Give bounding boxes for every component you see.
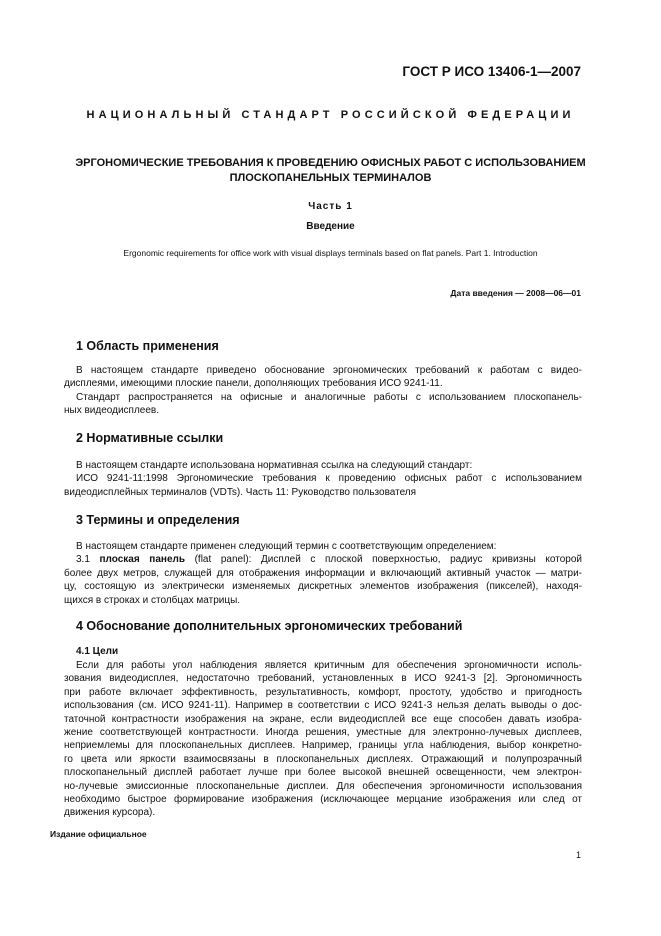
text-line: более двух метров, служащей для отображения информации и включающий активный участок — матри- (64, 567, 582, 579)
title-line: ЭРГОНОМИЧЕСКИЕ ТРЕБОВАНИЯ К ПРОВЕДЕНИЮ ОФИСНЫХ РАБОТ С ИСПОЛЬЗОВАНИЕМ (75, 157, 586, 169)
text-line: Если для работы угол наблюдения является критичным для обеспечения эргономичности исполь- (76, 660, 582, 671)
text-line: щихся в строках и столбцах матрицы. (64, 594, 241, 606)
text-line: В настоящем стандарте применен следующий термин с соответствующим определением: (76, 541, 497, 552)
text-line: жение соответствующей контрастности. Иногда решения, уместные для электронно-лучевых дисплеев, (64, 727, 582, 739)
section-heading: 1 Область применения (76, 339, 219, 353)
text-line: неприемлемы для плоскопанельных дисплеев. Например, границы угла наблюдения, выбор конкретно- (64, 740, 582, 752)
text-line: видеодисплейных терминалов (VDTs). Часть 11: Руководство пользователя (64, 486, 417, 498)
section-heading: 2 Нормативные ссылки (76, 431, 224, 445)
subtitle: Введение (306, 221, 355, 232)
edition-note: Издание официальное (50, 829, 147, 839)
term-number: 3.1 (76, 554, 100, 566)
text-line: Стандарт распространяется на офисные и аналогичные работы с использованием плоскопанель- (76, 391, 582, 403)
text-line: но-лучевые эмиссионные плоскопанельные дисплеи. Для обеспечения эргономичности использования (64, 780, 582, 792)
text-line: необходимо быстрое формирование изображения (исключающее мерцание изображения или след от (64, 794, 582, 806)
text-line: цу, состоящую из электрически изменяемых дискретных элементов изображения (пикселей), находя- (64, 581, 582, 593)
page-number: 1 (575, 850, 581, 860)
text-line: ИСО 9241-11:1998 Эргономические требования к проведению офисных работ с использованием (76, 473, 582, 485)
text-line: движения курсора). (64, 807, 156, 819)
term-definition: (flat panel): Дисплей с плоской поверхностью, радиус кривизны которой (185, 554, 582, 566)
part-label: Часть 1 (308, 201, 353, 212)
english-title: Ergonomic requirements for office work with visual displays terminals based on flat panels. Part 1. Introduction (123, 248, 538, 258)
text-line: дисплеями, имеющими плоские панели, дополняющих требования ИСО 9241-11. (64, 378, 443, 390)
term: плоская панель (99, 554, 185, 566)
section-heading: 3 Термины и определения (76, 513, 240, 527)
subsection-heading: 4.1 Цели (76, 646, 119, 657)
title-line: ПЛОСКОПАНЕЛЬНЫХ ТЕРМИНАЛОВ (229, 172, 432, 184)
text-line: использования (см. ИСО 9241-11). Например в соответствии с ИСО 9241-3 нельзя делать выводы о дос- (64, 700, 582, 712)
paragraph (64, 659, 582, 820)
text-line: го цвета или яркости взаимосвязаны в плоскопанельных дисплеях. Отражающий и полупрозрачный (64, 753, 582, 765)
text-line: плоскопанельный дисплей работает лучше при более высокой внешней освещенности, чем электрон- (64, 767, 582, 779)
national-standard-banner: НАЦИОНАЛЬНЫЙ СТАНДАРТ РОССИЙСКОЙ ФЕДЕРАЦИИ (86, 109, 575, 121)
text-line: ных видеодисплеев. (64, 405, 160, 417)
document-title (50, 156, 611, 186)
paragraph (64, 459, 582, 499)
paragraph (64, 364, 582, 418)
paragraph (64, 540, 582, 607)
text-line: зования видеодисплея, недостаточно требований, установленных в ИСО 9241-3 [2]. Эргономичность (64, 673, 582, 685)
introduction-date: Дата введения — 2008—06—01 (450, 288, 581, 298)
text-line: В настоящем стандарте использована нормативная ссылка на следующий стандарт: (76, 460, 473, 471)
section-heading: 4 Обоснование дополнительных эргономических требований (76, 619, 463, 633)
term-definition-line (64, 553, 582, 566)
text-line: В настоящем стандарте приведено обоснование эргономических требований к работам с видео- (76, 365, 582, 376)
document-code: ГОСТ Р ИСО 13406-1—2007 (402, 64, 581, 79)
text-line: при работе включает эффективность, результативность, комфорт, простоту, удобство и пригодность (64, 686, 582, 698)
text-line: таточной контрастности изображения на экране, если видеодисплей все еще способен давать изобра- (64, 713, 582, 725)
